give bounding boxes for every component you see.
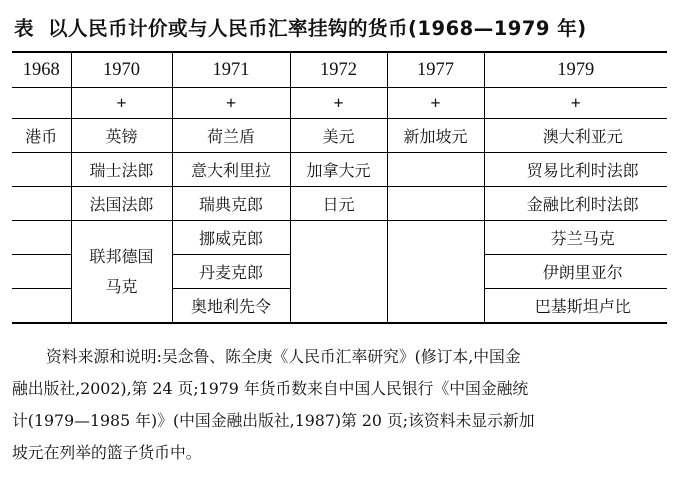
currency-cell: 新加坡元 bbox=[387, 119, 484, 153]
empty-cell bbox=[12, 289, 71, 324]
empty-cell bbox=[387, 255, 484, 289]
year-header-cell: 1972 bbox=[290, 52, 387, 88]
currency-cell: 瑞士法郎 bbox=[71, 153, 172, 187]
currency-cell: 加拿大元 bbox=[290, 153, 387, 187]
table-label: 表 bbox=[14, 17, 35, 40]
empty-cell bbox=[12, 255, 71, 289]
currency-cell: 意大利里拉 bbox=[172, 153, 290, 187]
note-line: 计(1979—1985 年)》(中国金融出版社,1987)第 20 页;该资料未显示新加 bbox=[12, 411, 535, 430]
currency-cell: 奥地利先令 bbox=[172, 289, 290, 324]
currency-cell: 法国法郎 bbox=[71, 187, 172, 221]
table-row bbox=[12, 119, 667, 153]
merged-line: 马克 bbox=[105, 276, 138, 296]
merged-line: 联邦德国 bbox=[89, 246, 154, 266]
year-header-cell: 1968 bbox=[12, 52, 71, 88]
table-caption: 以人民币计价或与人民币汇率挂钩的货币(1968—1979 年) bbox=[48, 17, 587, 40]
currency-cell: 英镑 bbox=[71, 119, 172, 153]
currency-cell-merged bbox=[71, 221, 172, 324]
table-row bbox=[12, 221, 667, 255]
plus-cell: + bbox=[71, 88, 172, 119]
year-header-row bbox=[12, 52, 667, 88]
currency-table bbox=[12, 51, 667, 324]
empty-cell bbox=[290, 289, 387, 324]
year-header-cell: 1971 bbox=[172, 52, 290, 88]
table-row bbox=[12, 153, 667, 187]
currency-cell: 美元 bbox=[290, 119, 387, 153]
note-line: 资料来源和说明:吴念鲁、陈全庚《人民币汇率研究》(修订本,中国金 bbox=[46, 347, 521, 366]
source-notes bbox=[12, 341, 672, 469]
empty-cell bbox=[387, 187, 484, 221]
currency-cell: 金融比利时法郎 bbox=[484, 187, 667, 221]
empty-cell bbox=[12, 153, 71, 187]
currency-cell: 巴基斯坦卢比 bbox=[484, 289, 667, 324]
note-line: 坡元在列举的篮子货币中。 bbox=[12, 443, 202, 462]
empty-cell bbox=[290, 255, 387, 289]
currency-cell: 丹麦克郎 bbox=[172, 255, 290, 289]
currency-cell: 贸易比利时法郎 bbox=[484, 153, 667, 187]
table-title bbox=[14, 14, 674, 44]
plus-cell bbox=[12, 88, 71, 119]
empty-cell bbox=[12, 221, 71, 255]
currency-cell: 港币 bbox=[12, 119, 71, 153]
currency-cell: 瑞典克郎 bbox=[172, 187, 290, 221]
currency-cell: 伊朗里亚尔 bbox=[484, 255, 667, 289]
empty-cell bbox=[387, 153, 484, 187]
currency-cell: 芬兰马克 bbox=[484, 221, 667, 255]
empty-cell bbox=[387, 289, 484, 324]
plus-cell: + bbox=[484, 88, 667, 119]
year-header-cell: 1970 bbox=[71, 52, 172, 88]
currency-cell: 荷兰盾 bbox=[172, 119, 290, 153]
year-header-cell: 1979 bbox=[484, 52, 667, 88]
currency-cell: 挪威克郎 bbox=[172, 221, 290, 255]
plus-cell: + bbox=[387, 88, 484, 119]
plus-cell: + bbox=[172, 88, 290, 119]
note-line: 融出版社,2002),第 24 页;1979 年货币数来自中国人民银行《中国金融统 bbox=[12, 379, 529, 398]
empty-cell bbox=[387, 221, 484, 255]
table-row bbox=[12, 187, 667, 221]
currency-cell: 日元 bbox=[290, 187, 387, 221]
plus-cell: + bbox=[290, 88, 387, 119]
year-header-cell: 1977 bbox=[387, 52, 484, 88]
plus-row bbox=[12, 88, 667, 119]
currency-cell: 澳大利亚元 bbox=[484, 119, 667, 153]
empty-cell bbox=[12, 187, 71, 221]
empty-cell bbox=[290, 221, 387, 255]
